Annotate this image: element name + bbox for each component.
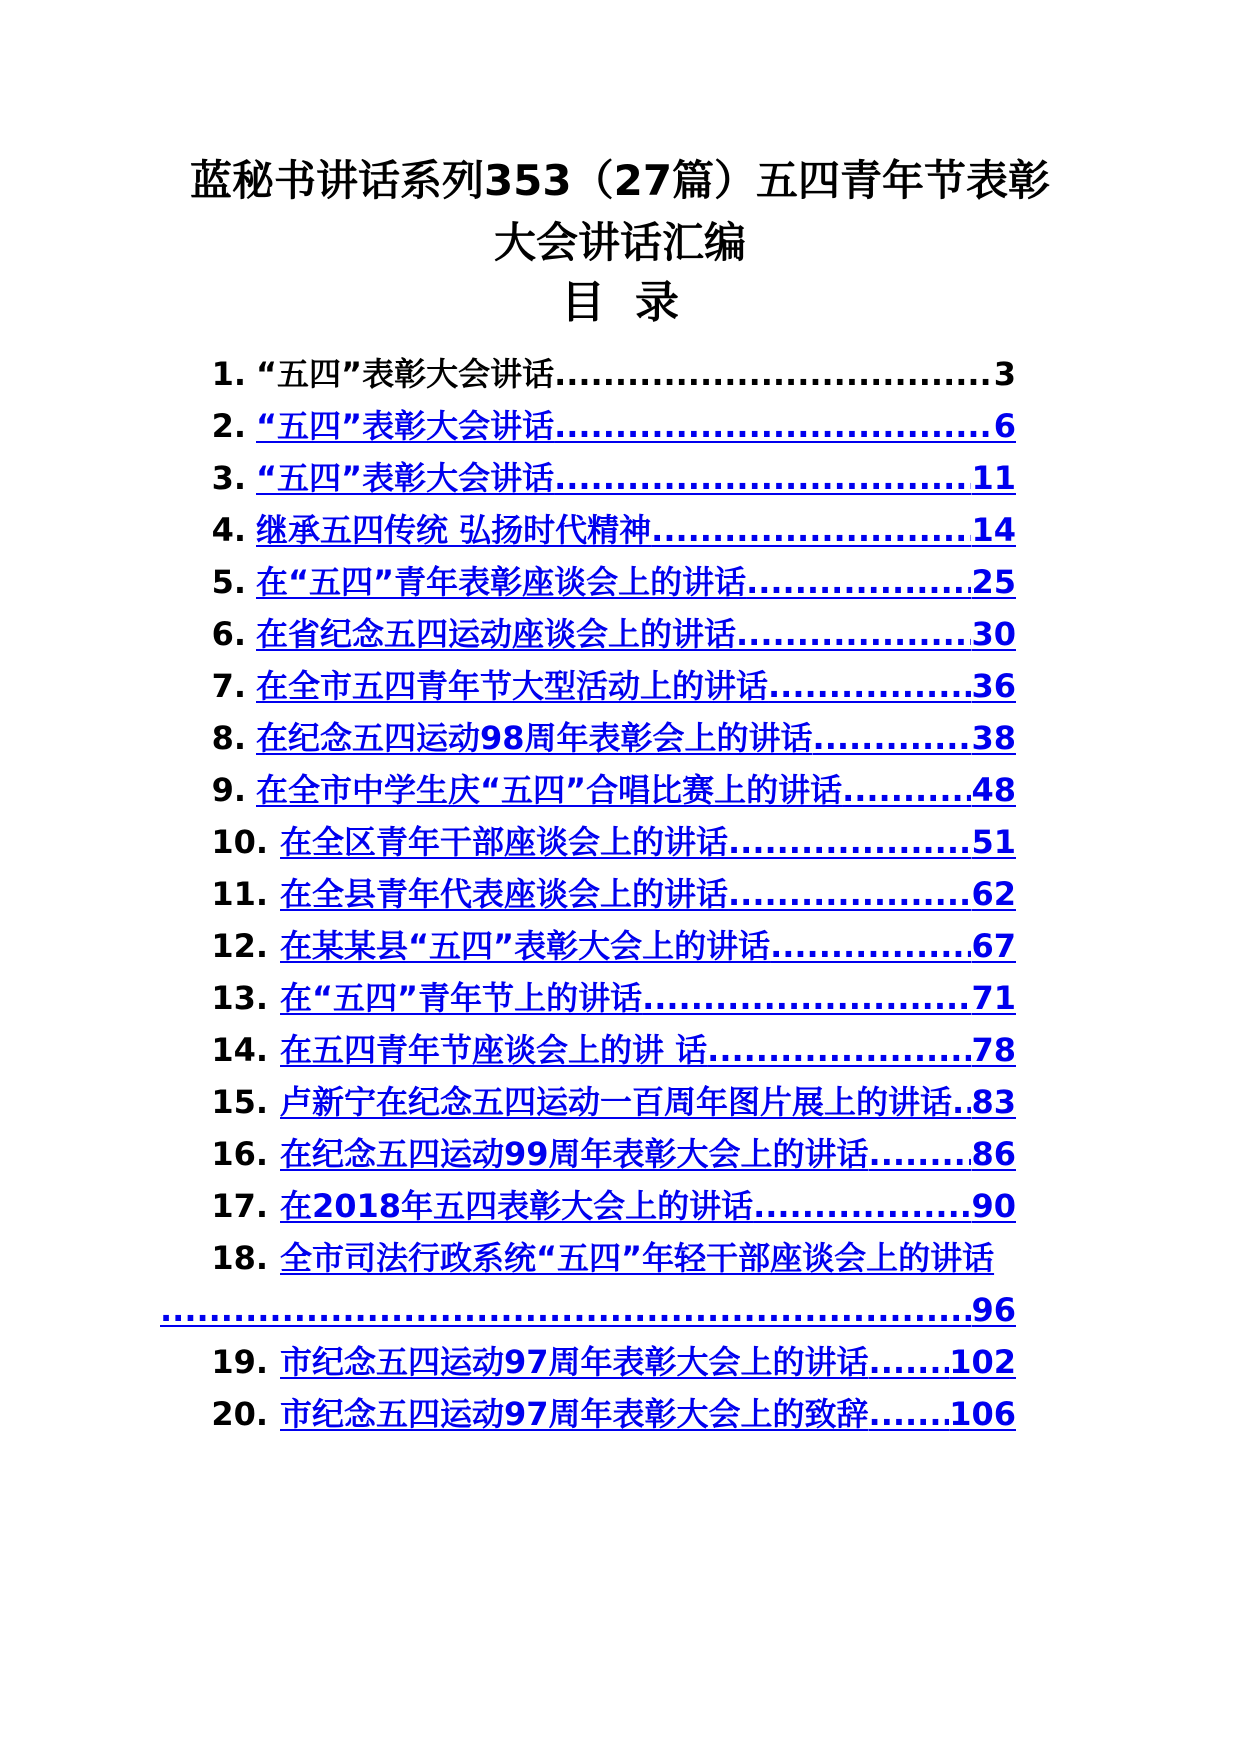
toc-entry-page: 30 — [971, 615, 1016, 653]
toc-entry-number: 10. — [211, 823, 268, 861]
toc-entry-page: 106 — [949, 1395, 1016, 1433]
toc-entry-page: 48 — [971, 771, 1016, 809]
toc-entry — [0, 1073, 1240, 1131]
toc-entry-number: 17. — [211, 1187, 268, 1225]
toc-entry-title: 继承五四传统 弘扬时代精神 — [256, 511, 652, 549]
toc-entry-leader — [770, 917, 971, 975]
toc-entry — [0, 761, 1240, 819]
toc-entry-number: 1. — [211, 355, 246, 393]
toc-entry-number: 8. — [211, 719, 246, 757]
toc-entry-page: 38 — [971, 719, 1016, 757]
toc-entry-link[interactable] — [280, 969, 1016, 1027]
toc-entry — [0, 1385, 1240, 1443]
toc-entry-number: 19. — [211, 1343, 268, 1381]
toc-entry — [0, 1177, 1240, 1235]
toc-entry-title: “五四”表彰大会讲话 — [256, 355, 555, 393]
toc-entry — [0, 865, 1240, 923]
toc-entry-number: 20. — [211, 1395, 268, 1433]
toc-entry — [0, 1333, 1240, 1391]
toc-entry-title: 在某某县“五四”表彰大会上的讲话 — [280, 927, 771, 965]
toc-entry-link[interactable] — [280, 865, 1016, 923]
toc-entry-number: 12. — [211, 927, 268, 965]
toc-entry-link[interactable] — [280, 917, 1016, 975]
toc-entry-page: 83 — [971, 1083, 1016, 1121]
toc-entry-link[interactable] — [256, 449, 1016, 507]
toc-entry-leader — [554, 449, 971, 507]
toc-entry-leader — [642, 969, 971, 1027]
toc-entry-title: “五四”表彰大会讲话 — [256, 459, 555, 497]
toc-entry — [0, 709, 1240, 767]
toc-entry-leader — [736, 605, 971, 663]
toc-entry-leader — [869, 1125, 972, 1183]
toc-entry-number: 15. — [211, 1083, 268, 1121]
toc-entry-number: 5. — [211, 563, 246, 601]
toc-entry-link[interactable] — [256, 345, 1016, 403]
toc-entry-number: 7. — [211, 667, 246, 705]
toc-entry-leader — [160, 1281, 971, 1339]
toc-entry-link[interactable] — [256, 605, 1016, 663]
toc-entry-page: 102 — [949, 1343, 1016, 1381]
toc-entry — [0, 1125, 1240, 1183]
toc-entry-link[interactable] — [280, 1073, 1016, 1131]
toc-entry — [0, 345, 1240, 403]
toc-entry-title: 全市司法行政系统“五四”年轻干部座谈会上的讲话 — [280, 1239, 995, 1277]
toc-entry-link[interactable] — [256, 657, 1016, 715]
toc-entry-leader — [869, 1333, 950, 1391]
toc-entry-link[interactable] — [280, 1385, 1016, 1443]
toc-entry-title: 卢新宁在纪念五四运动一百周年图片展上的讲话 — [280, 1083, 953, 1121]
toc-entry-number: 9. — [211, 771, 246, 809]
toc-entry-page: 96 — [971, 1291, 1016, 1329]
toc-entry-link[interactable] — [280, 1177, 1016, 1235]
toc-entry-leader — [842, 761, 971, 819]
toc-entry-leader — [707, 1021, 971, 1079]
toc-entry-page: 78 — [971, 1031, 1016, 1069]
toc-entry-link-continued[interactable] — [160, 1281, 1016, 1339]
toc-entry — [0, 605, 1240, 663]
toc-entry-link[interactable] — [280, 1125, 1016, 1183]
toc-entry — [0, 1021, 1240, 1079]
toc-entry-leader — [768, 657, 971, 715]
toc-entry-title: 在2018年五四表彰大会上的讲话 — [280, 1187, 754, 1225]
toc-entry-page: 3 — [993, 355, 1016, 393]
toc-entry-title: 在纪念五四运动99周年表彰大会上的讲话 — [280, 1135, 869, 1173]
toc-entry-link[interactable] — [256, 761, 1016, 819]
toc-entry-number: 2. — [211, 407, 246, 445]
toc-entry-page: 36 — [971, 667, 1016, 705]
toc-entry-page: 14 — [971, 511, 1016, 549]
toc-entry-number: 6. — [211, 615, 246, 653]
toc-entry-link[interactable] — [256, 553, 1016, 611]
toc-entry-link[interactable] — [280, 1229, 1090, 1287]
toc-entry-link[interactable] — [280, 1021, 1016, 1079]
toc-entry-page: 67 — [971, 927, 1016, 965]
toc-entry-link[interactable] — [280, 1333, 1016, 1391]
toc-heading: 目录 — [561, 277, 709, 328]
toc-entry — [0, 553, 1240, 611]
toc-entry-title: 市纪念五四运动97周年表彰大会上的致辞 — [280, 1395, 869, 1433]
toc-entry — [0, 657, 1240, 715]
toc-entry-link[interactable] — [256, 397, 1016, 455]
toc-entry — [0, 397, 1240, 455]
toc-entry-title: “五四”表彰大会讲话 — [256, 407, 555, 445]
toc-entry-leader — [753, 1177, 971, 1235]
toc-entry — [0, 813, 1240, 871]
toc-entry-number: 13. — [211, 979, 268, 1017]
toc-entry-page: 71 — [971, 979, 1016, 1017]
toc-entry-link[interactable] — [256, 501, 1016, 559]
toc-entry — [0, 1229, 1240, 1287]
toc-entry-number: 11. — [211, 875, 268, 913]
toc-entry-leader — [869, 1385, 950, 1443]
toc-entry-leader — [728, 813, 971, 871]
toc-entry-leader — [651, 501, 971, 559]
toc-entry-title: 在省纪念五四运动座谈会上的讲话 — [256, 615, 737, 653]
toc-entry-number: 18. — [211, 1239, 268, 1277]
toc-entry-leader — [813, 709, 972, 767]
toc-entry-title: 在全市中学生庆“五四”合唱比赛上的讲话 — [256, 771, 843, 809]
toc-entry-number: 16. — [211, 1135, 268, 1173]
toc-entry-page: 62 — [971, 875, 1016, 913]
toc-entry-number: 3. — [211, 459, 246, 497]
toc-entry — [0, 501, 1240, 559]
toc-entry-title: 在“五四”青年节上的讲话 — [280, 979, 643, 1017]
toc-entry-page: 6 — [993, 407, 1016, 445]
document-title-line2: 大会讲话汇编 — [493, 218, 746, 267]
toc-entry-link[interactable] — [256, 709, 1016, 767]
toc-entry-title: 在纪念五四运动98周年表彰会上的讲话 — [256, 719, 813, 757]
toc-entry-leader — [554, 345, 994, 403]
toc-entry-number: 14. — [211, 1031, 268, 1069]
toc-entry — [0, 969, 1240, 1027]
toc-entry-leader — [728, 865, 971, 923]
toc-entry-title: 在全区青年干部座谈会上的讲话 — [280, 823, 729, 861]
toc-entry-leader — [952, 1073, 971, 1131]
toc-entry-page: 11 — [971, 459, 1016, 497]
toc-entry-page: 90 — [971, 1187, 1016, 1225]
toc-entry-title: 在全市五四青年节大型活动上的讲话 — [256, 667, 769, 705]
toc-entry-leader — [554, 397, 994, 455]
toc-entry-page: 51 — [971, 823, 1016, 861]
toc-entry-title: 在全县青年代表座谈会上的讲话 — [280, 875, 729, 913]
toc-entry-leader — [746, 553, 971, 611]
toc-entry-number: 4. — [211, 511, 246, 549]
toc-entry-title: 在五四青年节座谈会上的讲 话 — [280, 1031, 708, 1069]
toc-entry — [0, 917, 1240, 975]
toc-entry-title: 在“五四”青年表彰座谈会上的讲话 — [256, 563, 747, 601]
toc-entry-page: 25 — [971, 563, 1016, 601]
document-title-line1: 蓝秘书讲话系列353（27篇）五四青年节表彰 — [189, 156, 1051, 205]
toc-entry-page: 86 — [971, 1135, 1016, 1173]
toc-entry-link[interactable] — [280, 813, 1016, 871]
toc-entry — [0, 449, 1240, 507]
toc-entry-title: 市纪念五四运动97周年表彰大会上的讲话 — [280, 1343, 869, 1381]
